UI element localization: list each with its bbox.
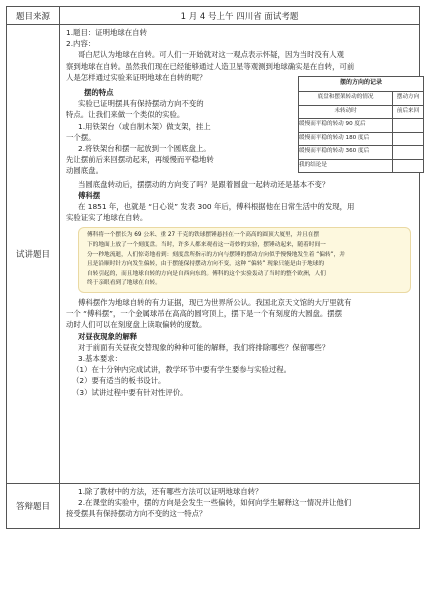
record-row-label: 我的结论是 <box>299 159 393 173</box>
pendulum-line-3: 1.用铁架台（或自制木架）做支架，挂上 <box>78 121 211 131</box>
pendulum-line-5: 2.将铁架台和摆一起放到一个圆底盘上。 <box>78 144 211 154</box>
record-row-label: 缓慢而平稳的转动 90 度后 <box>299 119 393 133</box>
record-row-value <box>393 132 424 146</box>
night-line-1: 对于前面有关昼夜交替现象的种种可能的解释，我们将排除哪些？保留哪些？ <box>78 342 330 352</box>
quote-line: 傅科将一个摆长为 69 公米、重 27 千克的铁球摆锤悬挂在一个高高的圆顶大厦里，并且在摆 <box>87 232 320 239</box>
quote-line: 分一秒地流逝，人们惊奇地看到：刻度盘所指示的方向与摆锤的摆动方向似乎慢慢地发生着 “偏转”，并 <box>87 251 345 258</box>
after-quote-line-1: 傅科摆作为地球自转的有力证据，现已为世界所公认。我国北京天文馆的大厅里就有 <box>78 298 352 308</box>
pendulum-record-table <box>298 76 424 173</box>
question-line: 当圆底盘转动后，摆摆动的方向变了吗？是跟着圆盘一起转动还是基本不变？ <box>78 179 330 189</box>
record-col-condition: 底盘和摆架转动的情况 <box>299 92 393 106</box>
requirements-label: 3.基本要求： <box>78 354 123 364</box>
record-table-title: 摆的方向的记录 <box>299 77 424 92</box>
question-sheet-table <box>6 6 420 529</box>
pendulum-title: 摆的特点 <box>84 88 114 98</box>
answer-content <box>60 484 419 520</box>
record-row-label: 缓慢而平稳的转动 180 度后 <box>299 132 393 146</box>
answer-line-3: 接受摆具有保持摆动方向不变的这一特点？ <box>66 509 207 519</box>
quote-line: 自转引起的，而且地球自转的方向是自西向东的。傅科的这个实验轰动了当时的整个欧洲，人们 <box>87 270 326 277</box>
pendulum-line-6: 先让摆前后来回摆动起来，再缓慢而平稳地转 <box>66 155 214 165</box>
requirement-3: （3）试讲过程中要有针对性评价。 <box>72 387 188 397</box>
intro-line-3: 人是怎样通过实验来证明地球在自转的呢？ <box>66 72 207 82</box>
quote-line: 终于亲眼看到了地球在自转。 <box>87 280 161 287</box>
quote-line: 下的地面上放了一个刻度盘。当时，许多人都来观看这一奇妙的实验，摆锤动起来，随着时间一 <box>87 242 326 249</box>
source-label: 题目来源 <box>7 7 60 25</box>
answer-line-1: 1.除了教材中的方法，还有哪些方法可以证明地球自转？ <box>78 487 263 496</box>
question-content <box>60 25 419 398</box>
pendulum-line-1: 实验已证明摆具有保持摆动方向不变的 <box>78 99 204 109</box>
question-cell <box>60 25 420 484</box>
after-quote-line-3: 动时人们可以在刻度盘上读取偏转的度数。 <box>66 320 207 330</box>
foucault-title: 傅科摆 <box>78 190 101 200</box>
pendulum-line-2: 特点。让我们来做一个类似的实验。 <box>66 110 185 120</box>
foucault-line-2: 实验证实了地球在自转。 <box>66 213 148 223</box>
pendulum-line-4: 一个摆。 <box>66 132 96 142</box>
record-col-direction: 摆动方向 <box>393 92 424 106</box>
question-label: 试讲题目 <box>7 25 60 484</box>
source-value: 1 月 4 号上午 四川省 面试考题 <box>60 7 420 25</box>
requirement-2: （2）要有适当的板书设计。 <box>72 376 166 386</box>
foucault-story-box <box>78 227 411 293</box>
answer-cell <box>60 484 420 529</box>
content-label: 2.内容： <box>66 39 96 49</box>
record-row-value <box>393 146 424 160</box>
quote-line: 且是沿顺时针方向发生偏转，由于摆能保持摆动方向不变，这种 “偏转” 现象只能是由于地球的 <box>87 261 325 268</box>
night-title: 对昼夜现象的解释 <box>78 331 138 341</box>
record-row-label: 未转动时 <box>299 105 393 119</box>
foucault-line-1: 在 1851 年，也就是 “日心说” 发表 300 年后，傅科根据他在日常生活中的发现，用 <box>78 202 355 212</box>
pendulum-line-7: 动圆底盘。 <box>66 166 103 176</box>
record-row-label: 缓慢而平稳的转动 360 度后 <box>299 146 393 160</box>
answer-line-2: 2.在课堂的实验中，摆的方向是会发生一些偏转，如何向学生解释这一情况并让他们 <box>78 498 352 508</box>
answer-label: 答辩题目 <box>7 484 60 529</box>
record-row-value <box>393 159 424 173</box>
record-row-value <box>393 119 424 133</box>
intro-line-2: 察到地球在自转。虽然我们现在已经能够通过人造卫星等观测到地球确实是在自转，可前 <box>66 61 355 71</box>
intro-line-1: 哥白尼认为地球在自转。可人们一开始就对这一观点表示怀疑，因为当时没有人观 <box>78 50 345 60</box>
question-title: 1.题目：证明地球在自转 <box>66 28 147 37</box>
requirement-1: （1）在十分钟内完成试讲，教学环节中要有学生要参与实验过程。 <box>72 365 292 375</box>
record-row-value: 前后来回 <box>393 105 424 119</box>
after-quote-line-2: 一个 “傅科摆”，一个金属球吊在高高的圆穹顶上，摆下是一个有刻度的大圆盘。摆摆 <box>66 309 343 319</box>
